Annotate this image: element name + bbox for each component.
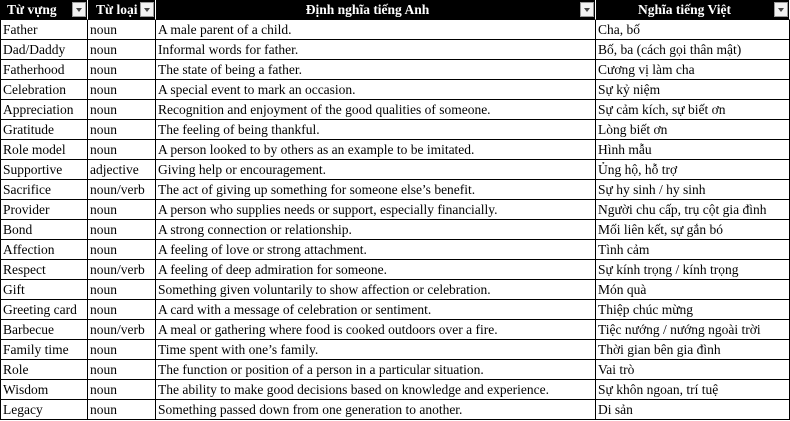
- table-row: [0, 100, 790, 120]
- vietnamese-meaning-cell[interactable]: Món quà: [596, 280, 790, 300]
- word-type-cell[interactable]: noun: [88, 100, 156, 120]
- english-definition-cell[interactable]: The feeling of being thankful.: [156, 120, 596, 140]
- english-definition-cell[interactable]: A person looked to by others as an example to be imitated.: [156, 140, 596, 160]
- english-definition-cell[interactable]: The act of giving up something for someone else’s benefit.: [156, 180, 596, 200]
- english-definition-cell[interactable]: The function or position of a person in a particular situation.: [156, 360, 596, 380]
- word-type-cell[interactable]: noun: [88, 300, 156, 320]
- vietnamese-meaning-cell[interactable]: Hình mẫu: [596, 140, 790, 160]
- vietnamese-meaning-cell[interactable]: Thời gian bên gia đình: [596, 340, 790, 360]
- table-body: [0, 20, 790, 420]
- vietnamese-meaning-cell[interactable]: Sự kính trọng / kính trọng: [596, 260, 790, 280]
- word-type-cell[interactable]: noun/verb: [88, 180, 156, 200]
- word-cell[interactable]: Sacrifice: [0, 180, 88, 200]
- vietnamese-meaning-cell[interactable]: Lòng biết ơn: [596, 120, 790, 140]
- column-header-label: Từ vựng: [7, 2, 57, 17]
- vietnamese-meaning-cell[interactable]: Tình cảm: [596, 240, 790, 260]
- vietnamese-meaning-cell[interactable]: Cha, bố: [596, 20, 790, 40]
- column-header-vocabulary[interactable]: [0, 0, 88, 20]
- word-cell[interactable]: Legacy: [0, 400, 88, 420]
- table-row: [0, 400, 790, 420]
- table-row: [0, 320, 790, 340]
- english-definition-cell[interactable]: Time spent with one’s family.: [156, 340, 596, 360]
- english-definition-cell[interactable]: The state of being a father.: [156, 60, 596, 80]
- column-header-vietnamese-meaning[interactable]: [596, 0, 790, 20]
- word-cell[interactable]: Gratitude: [0, 120, 88, 140]
- word-cell[interactable]: Family time: [0, 340, 88, 360]
- word-cell[interactable]: Affection: [0, 240, 88, 260]
- filter-dropdown-icon[interactable]: [72, 2, 86, 17]
- vietnamese-meaning-cell[interactable]: Thiệp chúc mừng: [596, 300, 790, 320]
- word-type-cell[interactable]: noun: [88, 220, 156, 240]
- word-cell[interactable]: Dad/Daddy: [0, 40, 88, 60]
- table-row: [0, 140, 790, 160]
- filter-dropdown-icon[interactable]: [140, 2, 154, 17]
- word-type-cell[interactable]: noun: [88, 60, 156, 80]
- word-type-cell[interactable]: noun: [88, 360, 156, 380]
- english-definition-cell[interactable]: A meal or gathering where food is cooked outdoors over a fire.: [156, 320, 596, 340]
- word-type-cell[interactable]: adjective: [88, 160, 156, 180]
- column-header-label: Định nghĩa tiếng Anh: [305, 2, 430, 17]
- word-cell[interactable]: Barbecue: [0, 320, 88, 340]
- word-type-cell[interactable]: noun: [88, 400, 156, 420]
- word-type-cell[interactable]: noun: [88, 140, 156, 160]
- table-row: [0, 160, 790, 180]
- table-row: [0, 300, 790, 320]
- english-definition-cell[interactable]: A special event to mark an occasion.: [156, 80, 596, 100]
- vietnamese-meaning-cell[interactable]: Mối liên kết, sự gắn bó: [596, 220, 790, 240]
- english-definition-cell[interactable]: Something passed down from one generation to another.: [156, 400, 596, 420]
- vietnamese-meaning-cell[interactable]: Vai trò: [596, 360, 790, 380]
- word-cell[interactable]: Respect: [0, 260, 88, 280]
- column-header-label: Từ loại: [96, 2, 138, 17]
- word-type-cell[interactable]: noun/verb: [88, 260, 156, 280]
- english-definition-cell[interactable]: A feeling of deep admiration for someone.: [156, 260, 596, 280]
- vietnamese-meaning-cell[interactable]: Cương vị làm cha: [596, 60, 790, 80]
- word-type-cell[interactable]: noun: [88, 280, 156, 300]
- english-definition-cell[interactable]: Recognition and enjoyment of the good qualities of someone.: [156, 100, 596, 120]
- english-definition-cell[interactable]: Something given voluntarily to show affection or celebration.: [156, 280, 596, 300]
- word-cell[interactable]: Supportive: [0, 160, 88, 180]
- table-row: [0, 260, 790, 280]
- table-row: [0, 240, 790, 260]
- word-cell[interactable]: Celebration: [0, 80, 88, 100]
- table-row: [0, 40, 790, 60]
- table-row: [0, 220, 790, 240]
- vietnamese-meaning-cell[interactable]: Bố, ba (cách gọi thân mật): [596, 40, 790, 60]
- word-cell[interactable]: Role: [0, 360, 88, 380]
- english-definition-cell[interactable]: Giving help or encouragement.: [156, 160, 596, 180]
- vietnamese-meaning-cell[interactable]: Sự hy sinh / hy sinh: [596, 180, 790, 200]
- column-header-word-type[interactable]: [88, 0, 156, 20]
- table-row: [0, 340, 790, 360]
- word-cell[interactable]: Greeting card: [0, 300, 88, 320]
- table-row: [0, 380, 790, 400]
- filter-dropdown-icon[interactable]: [580, 2, 594, 17]
- word-type-cell[interactable]: noun: [88, 340, 156, 360]
- word-cell[interactable]: Role model: [0, 140, 88, 160]
- word-type-cell[interactable]: noun: [88, 40, 156, 60]
- english-definition-cell[interactable]: A feeling of love or strong attachment.: [156, 240, 596, 260]
- word-cell[interactable]: Fatherhood: [0, 60, 88, 80]
- table-row: [0, 20, 790, 40]
- word-cell[interactable]: Gift: [0, 280, 88, 300]
- table-row: [0, 60, 790, 80]
- table-row: [0, 120, 790, 140]
- filter-dropdown-icon[interactable]: [774, 2, 788, 17]
- vietnamese-meaning-cell[interactable]: Ủng hộ, hỗ trợ: [596, 160, 790, 180]
- column-header-english-definition[interactable]: [156, 0, 596, 20]
- english-definition-cell[interactable]: Informal words for father.: [156, 40, 596, 60]
- word-type-cell[interactable]: noun: [88, 380, 156, 400]
- word-cell[interactable]: Wisdom: [0, 380, 88, 400]
- english-definition-cell[interactable]: A strong connection or relationship.: [156, 220, 596, 240]
- word-cell[interactable]: Appreciation: [0, 100, 88, 120]
- word-type-cell[interactable]: noun: [88, 120, 156, 140]
- vietnamese-meaning-cell[interactable]: Người chu cấp, trụ cột gia đình: [596, 200, 790, 220]
- english-definition-cell[interactable]: A card with a message of celebration or sentiment.: [156, 300, 596, 320]
- word-cell[interactable]: Father: [0, 20, 88, 40]
- table-row: [0, 280, 790, 300]
- vietnamese-meaning-cell[interactable]: Di sản: [596, 400, 790, 420]
- english-definition-cell[interactable]: A male parent of a child.: [156, 20, 596, 40]
- english-definition-cell[interactable]: The ability to make good decisions based on knowledge and experience.: [156, 380, 596, 400]
- table-row: [0, 80, 790, 100]
- vietnamese-meaning-cell[interactable]: Sự kỷ niệm: [596, 80, 790, 100]
- english-definition-cell[interactable]: A person who supplies needs or support, especially financially.: [156, 200, 596, 220]
- table-row: [0, 200, 790, 220]
- word-cell[interactable]: Provider: [0, 200, 88, 220]
- vietnamese-meaning-cell[interactable]: Sự khôn ngoan, trí tuệ: [596, 380, 790, 400]
- vietnamese-meaning-cell[interactable]: Tiệc nướng / nướng ngoài trời: [596, 320, 790, 340]
- word-type-cell[interactable]: noun: [88, 20, 156, 40]
- word-type-cell[interactable]: noun: [88, 200, 156, 220]
- word-cell[interactable]: Bond: [0, 220, 88, 240]
- word-type-cell[interactable]: noun/verb: [88, 320, 156, 340]
- table-row: [0, 360, 790, 380]
- word-type-cell[interactable]: noun: [88, 80, 156, 100]
- vietnamese-meaning-cell[interactable]: Sự cảm kích, sự biết ơn: [596, 100, 790, 120]
- column-header-label: Nghĩa tiếng Việt: [638, 2, 731, 17]
- header-row: [0, 0, 790, 20]
- table-row: [0, 180, 790, 200]
- word-type-cell[interactable]: noun: [88, 240, 156, 260]
